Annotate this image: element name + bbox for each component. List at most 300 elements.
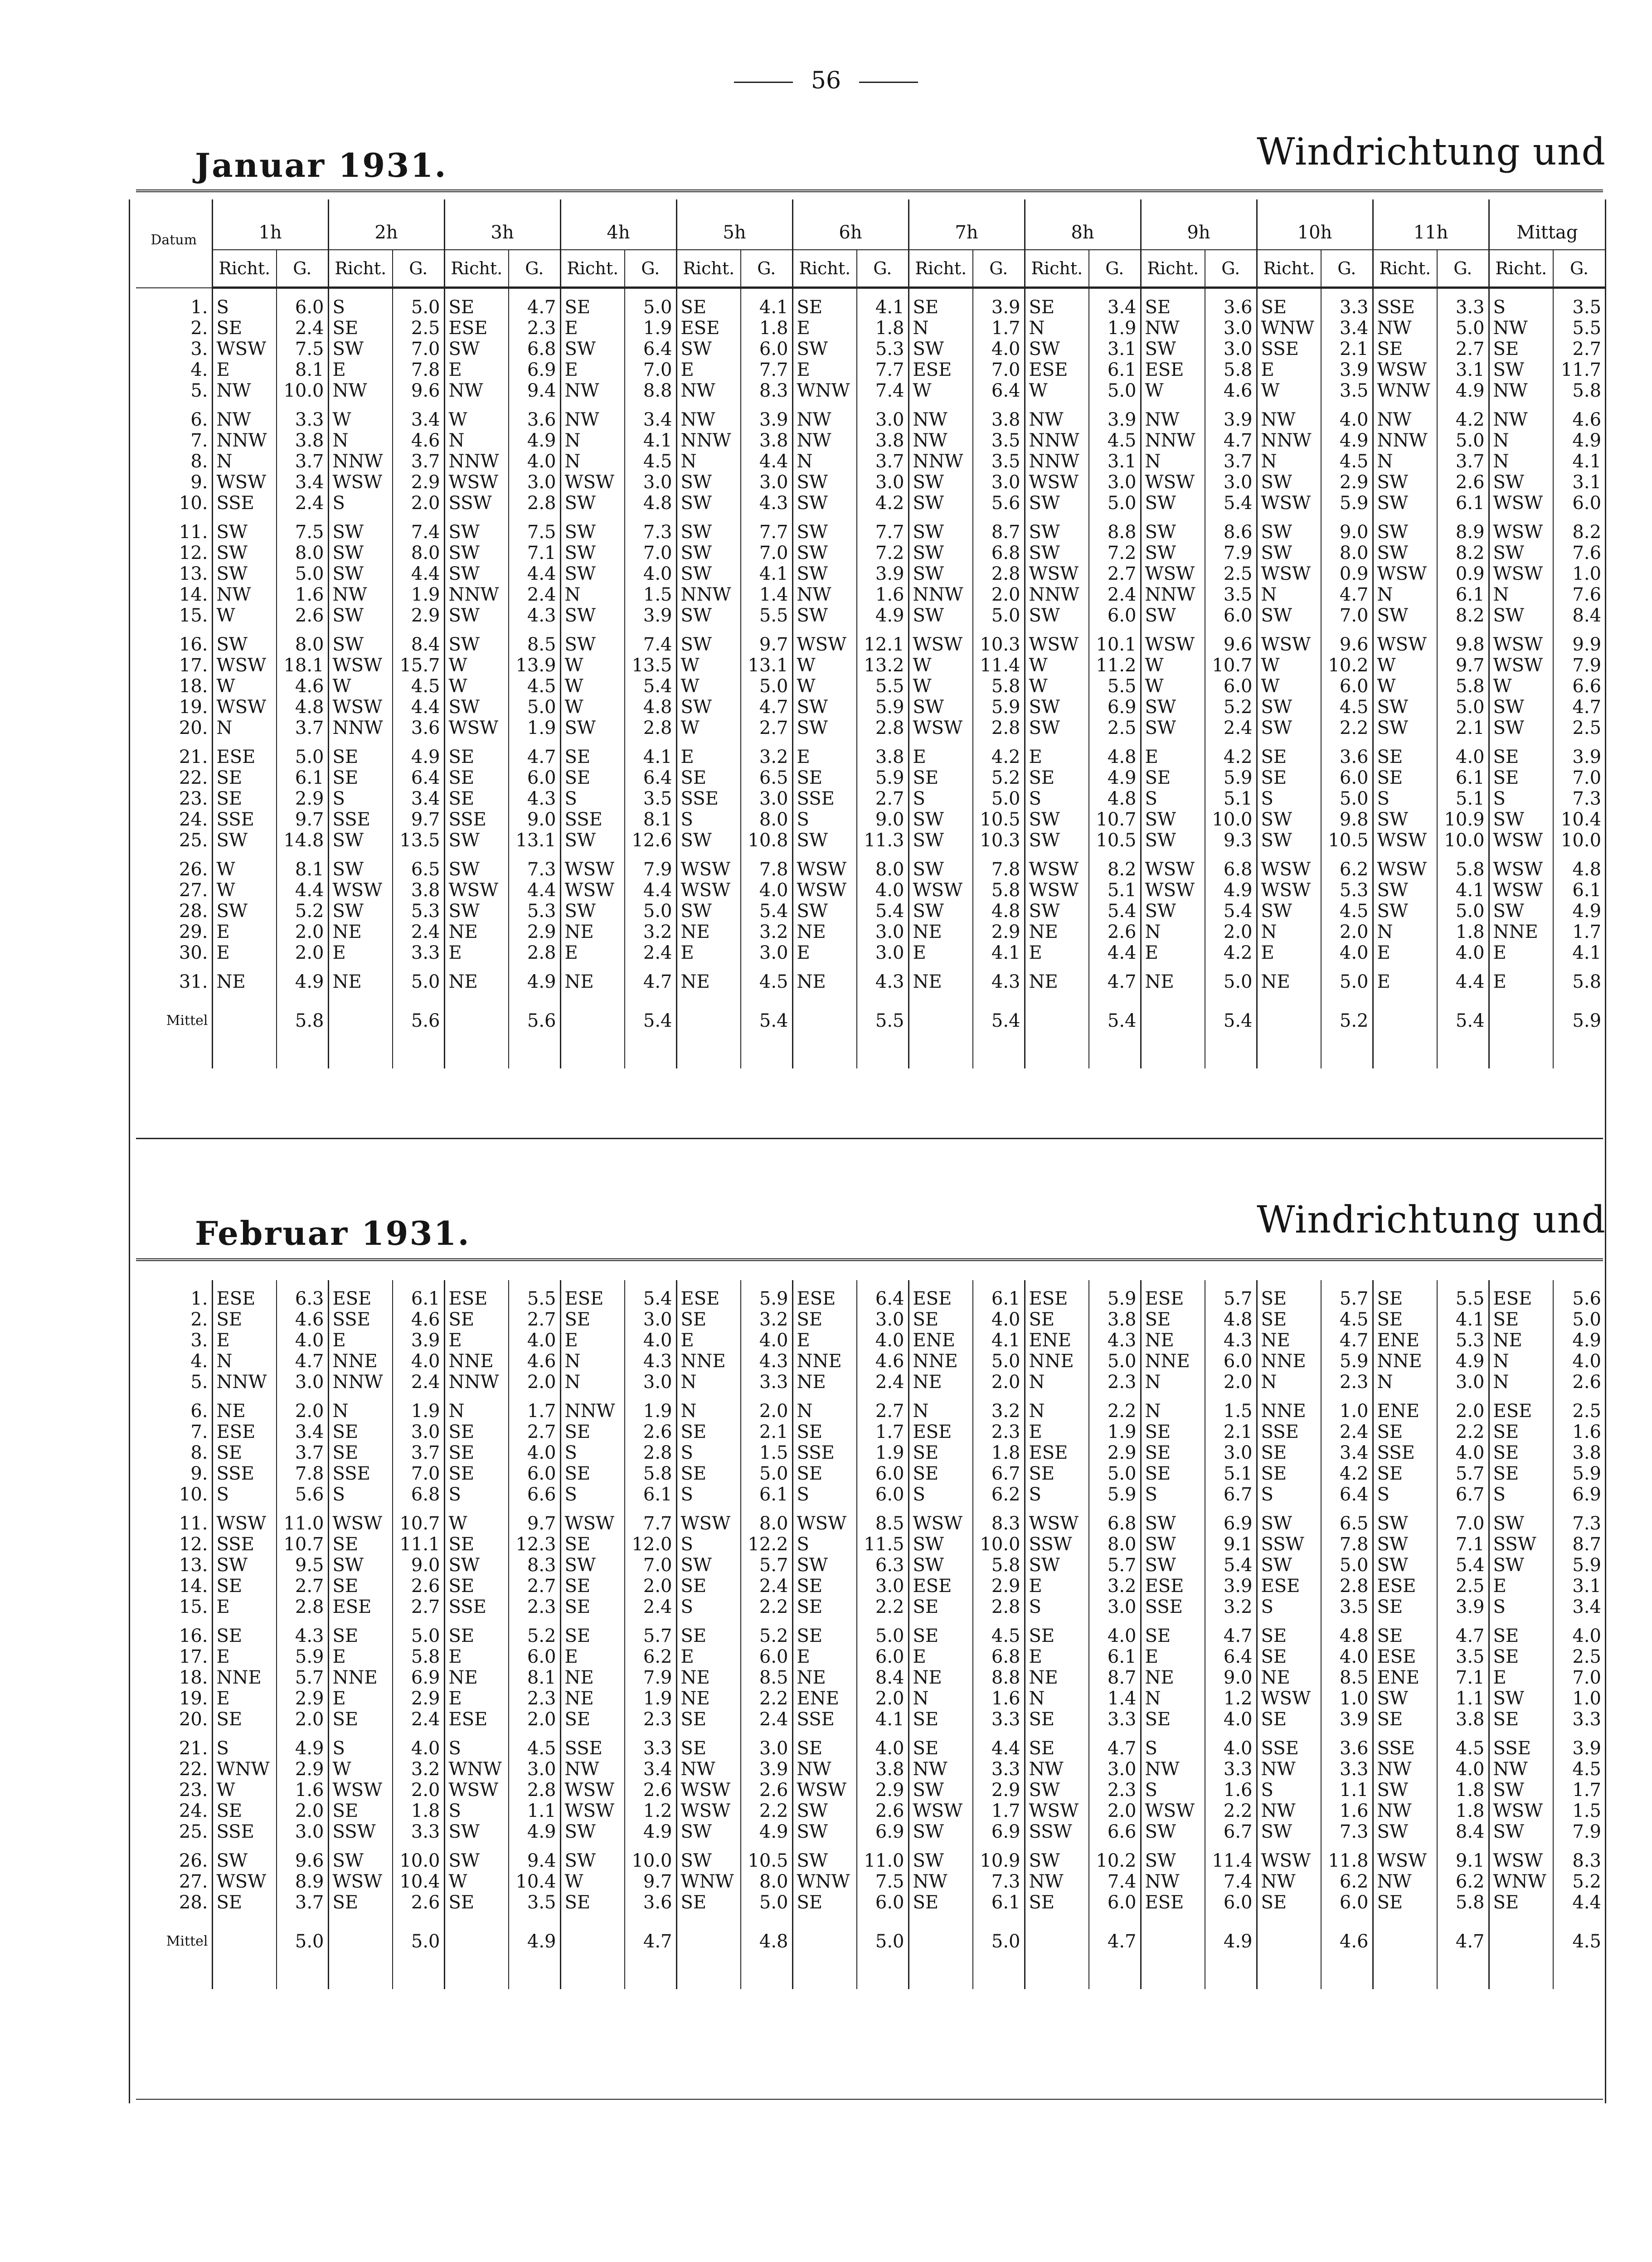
- wind-speed: 13.5: [625, 655, 676, 676]
- wind-speed: 2.8: [973, 563, 1025, 584]
- wind-direction: E: [560, 942, 625, 963]
- wind-speed: 5.0: [973, 1351, 1025, 1372]
- wind-direction: SE: [444, 297, 509, 318]
- spacer-cell: [560, 1913, 625, 1921]
- gap-cell: [625, 626, 676, 634]
- wind-direction: NE: [1025, 971, 1089, 992]
- wind-direction: SSE: [792, 1709, 857, 1730]
- wind-speed: 5.3: [857, 339, 909, 359]
- wind-speed: 2.5: [1437, 1576, 1489, 1597]
- wind-speed: 3.6: [393, 718, 444, 738]
- wind-speed: 3.2: [1089, 1576, 1141, 1597]
- wind-direction: NW: [1257, 1759, 1321, 1780]
- gap-cell: [1205, 1393, 1257, 1401]
- gap-cell: [909, 1505, 973, 1513]
- gap-cell: [625, 1505, 676, 1513]
- wind-direction: WSW: [1257, 880, 1321, 901]
- wind-direction: SW: [1257, 1821, 1321, 1842]
- pad-cell: [676, 1041, 741, 1068]
- wind-direction: SE: [1257, 1442, 1321, 1463]
- gap-cell: [741, 1842, 792, 1850]
- wind-direction: E: [676, 942, 741, 963]
- wind-direction: S: [792, 1484, 857, 1505]
- wind-direction: SE: [560, 767, 625, 788]
- group-gap-row: [136, 1617, 1605, 1626]
- pad-cell: [393, 1962, 444, 1989]
- gap-cell: [393, 1393, 444, 1401]
- wind-speed: 5.7: [277, 1667, 328, 1688]
- gap-cell: [560, 738, 625, 747]
- pad-cell: [1489, 1962, 1553, 1989]
- wind-speed: 5.3: [509, 901, 560, 922]
- gap-cell: [1141, 1617, 1205, 1626]
- day-row: [136, 788, 1605, 809]
- wind-speed: 3.8: [741, 430, 792, 451]
- wind-direction: SE: [1257, 747, 1321, 767]
- day-row: [136, 1738, 1605, 1759]
- wind-speed: 8.3: [973, 1513, 1025, 1534]
- wind-speed: 4.5: [1321, 1309, 1373, 1330]
- gap-cell: [625, 1842, 676, 1850]
- gap-cell: [1437, 851, 1489, 859]
- wind-direction: SE: [909, 1463, 973, 1484]
- wind-speed: 2.8: [1321, 1576, 1373, 1597]
- wind-speed: 5.7: [1205, 1288, 1257, 1309]
- wind-speed: 6.1: [277, 767, 328, 788]
- wind-direction: NNE: [1025, 1351, 1089, 1372]
- wind-speed: 5.7: [1089, 1555, 1141, 1576]
- mittel-empty: [909, 1921, 973, 1962]
- wind-speed: 3.4: [1321, 318, 1373, 339]
- pad-cell: [328, 1041, 393, 1068]
- wind-speed: 9.6: [1205, 634, 1257, 655]
- hour-header: 1h: [212, 199, 328, 250]
- wind-direction: WSW: [560, 859, 625, 880]
- gap-cell: [1025, 851, 1089, 859]
- wind-direction: SW: [560, 563, 625, 584]
- wind-direction: W: [212, 859, 277, 880]
- wind-speed: 3.0: [277, 1821, 328, 1842]
- wind-speed: 4.4: [393, 697, 444, 718]
- day-label: 16.: [136, 634, 212, 655]
- wind-direction: WSW: [1489, 522, 1553, 543]
- wind-speed: 6.9: [857, 1821, 909, 1842]
- gap-cell: [625, 1617, 676, 1626]
- wind-direction: SW: [909, 1850, 973, 1871]
- pad-cell: [857, 1962, 909, 1989]
- pad-cell: [1373, 1041, 1437, 1068]
- gap-cell: [1553, 626, 1605, 634]
- group-gap-row: [136, 963, 1605, 971]
- mittel-empty: [676, 1000, 741, 1041]
- gap-cell: [792, 626, 857, 634]
- day-row: [136, 830, 1605, 851]
- spacer-cell: [792, 992, 857, 1000]
- wind-speed: 4.6: [277, 1309, 328, 1330]
- wind-speed: 8.1: [277, 359, 328, 380]
- wind-direction: WSW: [1489, 880, 1553, 901]
- day-row: [136, 922, 1605, 942]
- day-row: [136, 859, 1605, 880]
- wind-direction: SE: [909, 1597, 973, 1617]
- wind-direction: SSE: [444, 809, 509, 830]
- gap-cell: [973, 1842, 1025, 1850]
- wind-speed: 2.4: [393, 1709, 444, 1730]
- wind-direction: SW: [1257, 830, 1321, 851]
- wind-direction: NE: [909, 1667, 973, 1688]
- gap-cell: [909, 401, 973, 409]
- wind-speed: 4.7: [1321, 584, 1373, 605]
- wind-speed: 3.9: [857, 563, 909, 584]
- gap-cell: [973, 1730, 1025, 1738]
- wind-direction: WSW: [1373, 830, 1437, 851]
- gap-date: [136, 851, 212, 859]
- wind-speed: 7.0: [1437, 1513, 1489, 1534]
- wind-direction: SE: [1489, 1626, 1553, 1646]
- wind-direction: SE: [676, 1463, 741, 1484]
- wind-speed: 7.4: [857, 380, 909, 401]
- wind-direction: SE: [1373, 1288, 1437, 1309]
- wind-speed: 6.0: [1321, 1892, 1373, 1913]
- wind-direction: S: [444, 1801, 509, 1821]
- wind-direction: E: [444, 1646, 509, 1667]
- wind-speed: 10.8: [741, 830, 792, 851]
- wind-direction: E: [212, 1688, 277, 1709]
- gap-cell: [444, 1730, 509, 1738]
- g-header: G.: [509, 250, 560, 288]
- day-label: 15.: [136, 605, 212, 626]
- wind-direction: NE: [1025, 1667, 1089, 1688]
- hour-header: 9h: [1141, 199, 1257, 250]
- wind-speed: 2.0: [509, 1372, 560, 1393]
- wind-direction: SW: [1257, 1513, 1321, 1534]
- wind-speed: 3.9: [1205, 409, 1257, 430]
- gap-cell: [973, 1505, 1025, 1513]
- wind-direction: SW: [676, 1850, 741, 1871]
- wind-direction: NW: [1141, 1871, 1205, 1892]
- wind-speed: 5.9: [1089, 1484, 1141, 1505]
- wind-speed: 5.0: [973, 605, 1025, 626]
- wind-speed: 4.4: [1437, 971, 1489, 992]
- day-row: [136, 1330, 1605, 1351]
- wind-direction: NNW: [212, 430, 277, 451]
- wind-speed: 5.0: [1437, 430, 1489, 451]
- wind-direction: SW: [1025, 1555, 1089, 1576]
- wind-direction: N: [1373, 451, 1437, 472]
- wind-speed: 5.6: [973, 493, 1025, 514]
- gap-cell: [625, 1730, 676, 1738]
- wind-speed: 4.7: [277, 1351, 328, 1372]
- wind-speed: 5.0: [741, 1892, 792, 1913]
- wind-direction: SW: [792, 697, 857, 718]
- wind-speed: 9.7: [625, 1871, 676, 1892]
- wind-speed: 9.0: [509, 809, 560, 830]
- spacer-cell: [909, 992, 973, 1000]
- wind-direction: W: [212, 605, 277, 626]
- wind-direction: NNW: [212, 1372, 277, 1393]
- wind-speed: 3.3: [625, 1738, 676, 1759]
- wind-speed: 4.5: [1437, 1738, 1489, 1759]
- gap-cell: [857, 851, 909, 859]
- wind-speed: 4.1: [1553, 451, 1605, 472]
- wind-speed: 8.4: [1553, 605, 1605, 626]
- wind-speed: 9.1: [1205, 1534, 1257, 1555]
- wind-speed: 8.5: [1321, 1667, 1373, 1688]
- wind-speed: 7.0: [625, 543, 676, 563]
- wind-direction: N: [1257, 1372, 1321, 1393]
- mittel-empty: [1025, 1000, 1089, 1041]
- wind-speed: 3.7: [277, 1442, 328, 1463]
- wind-speed: 7.0: [393, 339, 444, 359]
- wind-direction: S: [792, 1534, 857, 1555]
- wind-speed: 5.9: [1205, 767, 1257, 788]
- wind-direction: NW: [1141, 318, 1205, 339]
- wind-direction: E: [909, 942, 973, 963]
- wind-speed: 5.8: [1553, 971, 1605, 992]
- wind-speed: 6.0: [509, 1463, 560, 1484]
- wind-direction: SE: [212, 1801, 277, 1821]
- gap-cell: [1437, 514, 1489, 522]
- wind-direction: W: [444, 409, 509, 430]
- wind-direction: E: [1257, 359, 1321, 380]
- wind-direction: WSW: [212, 472, 277, 493]
- wind-direction: ESE: [1257, 1576, 1321, 1597]
- wind-direction: E: [444, 1688, 509, 1709]
- wind-direction: E: [444, 359, 509, 380]
- wind-direction: SW: [328, 830, 393, 851]
- wind-direction: SE: [212, 1709, 277, 1730]
- january-title: Januar 1931.: [195, 146, 447, 184]
- wind-speed: 8.0: [857, 859, 909, 880]
- wind-speed: 2.0: [393, 493, 444, 514]
- wind-speed: 4.8: [1089, 747, 1141, 767]
- wind-direction: N: [1373, 584, 1437, 605]
- wind-direction: NW: [1025, 1871, 1089, 1892]
- wind-speed: 5.8: [1437, 676, 1489, 697]
- wind-speed: 7.9: [1205, 543, 1257, 563]
- wind-direction: NNE: [792, 1351, 857, 1372]
- wind-direction: NE: [444, 922, 509, 942]
- gap-cell: [277, 626, 328, 634]
- wind-direction: NW: [1489, 409, 1553, 430]
- spacer-cell: [1553, 1913, 1605, 1921]
- day-row: [136, 942, 1605, 963]
- g-header: G.: [857, 250, 909, 288]
- gap-cell: [328, 1617, 393, 1626]
- gap-cell: [560, 851, 625, 859]
- pad-cell: [560, 1962, 625, 1989]
- wind-direction: NE: [444, 971, 509, 992]
- wind-speed: 3.7: [277, 451, 328, 472]
- wind-speed: 6.8: [509, 339, 560, 359]
- wind-direction: SE: [444, 1422, 509, 1442]
- spacer-cell: [625, 1280, 676, 1288]
- wind-direction: SE: [560, 747, 625, 767]
- wind-direction: SW: [676, 901, 741, 922]
- wind-direction: SW: [328, 1555, 393, 1576]
- wind-speed: 4.6: [509, 1351, 560, 1372]
- wind-speed: 14.8: [277, 830, 328, 851]
- wind-direction: SW: [212, 901, 277, 922]
- wind-speed: 3.7: [393, 1442, 444, 1463]
- hour-header: 6h: [792, 199, 909, 250]
- wind-direction: NE: [909, 1372, 973, 1393]
- gap-cell: [625, 401, 676, 409]
- wind-speed: 4.0: [625, 1330, 676, 1351]
- wind-direction: S: [676, 809, 741, 830]
- wind-speed: 7.8: [393, 359, 444, 380]
- day-row: [136, 472, 1605, 493]
- wind-direction: SE: [212, 1442, 277, 1463]
- spacer-cell: [741, 1913, 792, 1921]
- spacer-cell: [1089, 992, 1141, 1000]
- wind-direction: SE: [1141, 1442, 1205, 1463]
- wind-direction: S: [1489, 1597, 1553, 1617]
- wind-speed: 5.4: [1089, 901, 1141, 922]
- day-label: 26.: [136, 1850, 212, 1871]
- wind-direction: SW: [1373, 880, 1437, 901]
- wind-speed: 2.9: [277, 1759, 328, 1780]
- wind-direction: SE: [1257, 1463, 1321, 1484]
- mittel-value: 5.9: [1553, 1000, 1605, 1041]
- gap-cell: [1437, 1617, 1489, 1626]
- gap-cell: [1373, 401, 1437, 409]
- wind-direction: WSW: [676, 880, 741, 901]
- spacer-cell: [676, 1280, 741, 1288]
- wind-speed: 13.1: [509, 830, 560, 851]
- wind-speed: 2.4: [1205, 718, 1257, 738]
- wind-direction: NE: [792, 1667, 857, 1688]
- wind-direction: WSW: [1489, 830, 1553, 851]
- wind-speed: 5.4: [741, 901, 792, 922]
- wind-direction: WSW: [560, 1513, 625, 1534]
- wind-speed: 6.0: [857, 1646, 909, 1667]
- wind-speed: 6.7: [1205, 1821, 1257, 1842]
- wind-direction: SE: [212, 318, 277, 339]
- richt-header: Richt.: [328, 250, 393, 288]
- gap-cell: [1257, 1505, 1321, 1513]
- wind-direction: SE: [328, 1801, 393, 1821]
- gap-cell: [676, 851, 741, 859]
- spacer-cell: [444, 992, 509, 1000]
- g-header: G.: [1205, 250, 1257, 288]
- wind-speed: 4.1: [1437, 880, 1489, 901]
- gap-cell: [1089, 1393, 1141, 1401]
- day-row: [136, 718, 1605, 738]
- wind-speed: 4.3: [857, 971, 909, 992]
- spacer-cell: [1373, 288, 1437, 297]
- wind-speed: 4.6: [277, 676, 328, 697]
- wind-direction: SW: [1141, 901, 1205, 922]
- day-row: [136, 697, 1605, 718]
- day-row: [136, 1513, 1605, 1534]
- wind-speed: 8.5: [857, 1513, 909, 1534]
- wind-direction: WSW: [444, 1780, 509, 1801]
- wind-speed: 2.9: [393, 472, 444, 493]
- spacer-cell: [792, 288, 857, 297]
- wind-speed: 7.3: [1553, 788, 1605, 809]
- wind-speed: 4.0: [393, 1738, 444, 1759]
- wind-speed: 7.9: [625, 859, 676, 880]
- wind-direction: SE: [909, 767, 973, 788]
- wind-speed: 5.0: [277, 747, 328, 767]
- wind-speed: 7.3: [973, 1871, 1025, 1892]
- wind-speed: 6.1: [741, 1484, 792, 1505]
- mittel-value: 4.7: [625, 1921, 676, 1962]
- wind-speed: 3.0: [857, 1576, 909, 1597]
- wind-speed: 3.5: [1321, 1597, 1373, 1617]
- wind-direction: ESE: [1489, 1288, 1553, 1309]
- wind-direction: E: [792, 942, 857, 963]
- gap-date: [136, 1730, 212, 1738]
- wind-direction: NW: [560, 1759, 625, 1780]
- spacer-cell: [1089, 1280, 1141, 1288]
- wind-direction: SW: [1257, 472, 1321, 493]
- wind-speed: 4.1: [625, 430, 676, 451]
- day-label: 4.: [136, 359, 212, 380]
- wind-speed: 4.7: [1321, 1330, 1373, 1351]
- wind-direction: SSE: [560, 1738, 625, 1759]
- day-label: 22.: [136, 767, 212, 788]
- wind-speed: 5.7: [1321, 1288, 1373, 1309]
- wind-speed: 9.6: [1321, 634, 1373, 655]
- january-top-rule: [136, 189, 1603, 192]
- gap-cell: [328, 401, 393, 409]
- wind-speed: 1.6: [857, 584, 909, 605]
- wind-direction: SSW: [1489, 1534, 1553, 1555]
- wind-speed: 7.4: [1205, 1871, 1257, 1892]
- richt-header: Richt.: [792, 250, 857, 288]
- pad-cell: [1437, 1962, 1489, 1989]
- wind-speed: 4.7: [1205, 1626, 1257, 1646]
- wind-direction: W: [212, 676, 277, 697]
- wind-direction: SSE: [1373, 1738, 1437, 1759]
- wind-direction: SSW: [1025, 1534, 1089, 1555]
- mittel-value: 5.0: [393, 1921, 444, 1962]
- wind-direction: E: [560, 359, 625, 380]
- wind-direction: E: [1257, 942, 1321, 963]
- wind-direction: SW: [1141, 809, 1205, 830]
- gap-cell: [1089, 626, 1141, 634]
- day-label: 8.: [136, 1442, 212, 1463]
- wind-speed: 6.3: [277, 1288, 328, 1309]
- wind-direction: SE: [676, 1738, 741, 1759]
- wind-speed: 3.1: [1553, 472, 1605, 493]
- wind-direction: WSW: [328, 1871, 393, 1892]
- wind-direction: NW: [1489, 1759, 1553, 1780]
- wind-direction: E: [1489, 1576, 1553, 1597]
- spacer-row: [136, 288, 1605, 297]
- spacer-cell: [1025, 1280, 1089, 1288]
- wind-speed: 6.6: [509, 1484, 560, 1505]
- wind-direction: WSW: [676, 1801, 741, 1821]
- wind-direction: S: [212, 1484, 277, 1505]
- wind-speed: 6.0: [1321, 676, 1373, 697]
- wind-direction: SE: [1257, 1892, 1321, 1913]
- wind-speed: 3.2: [625, 922, 676, 942]
- wind-speed: 3.9: [1089, 409, 1141, 430]
- wind-speed: 3.0: [1437, 1372, 1489, 1393]
- wind-direction: WNW: [1373, 380, 1437, 401]
- wind-speed: 3.9: [1205, 1576, 1257, 1597]
- gap-cell: [393, 1842, 444, 1850]
- wind-direction: NNW: [1373, 430, 1437, 451]
- day-label: 13.: [136, 1555, 212, 1576]
- wind-direction: SE: [560, 1626, 625, 1646]
- wind-direction: SW: [676, 472, 741, 493]
- gap-cell: [1373, 738, 1437, 747]
- wind-direction: SW: [328, 1850, 393, 1871]
